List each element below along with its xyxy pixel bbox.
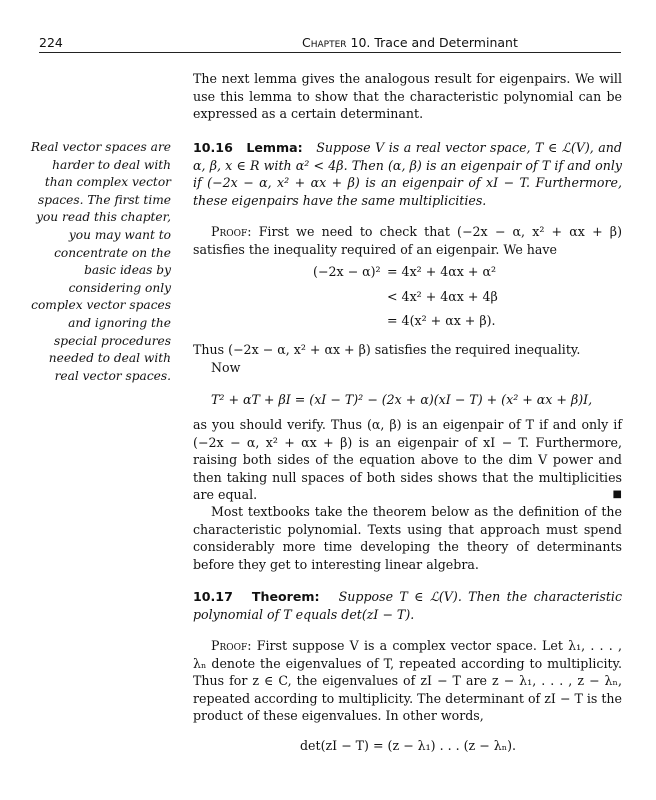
margin-note-line: Real vector spaces are [30,140,171,154]
margin-note-line: than complex vector [44,175,171,190]
display-identity: T² + αT + βI = (xI − T)² − (2x + α)(xI − T) + (x² + αx + β)I, [211,392,593,407]
running-header [302,35,518,50]
proof-2-text: First suppose V is a complex vector space. Let λ₁, . . . , λₙ denote the eigenvalues of T, repeated according to multiplicity. Thus for z ∈ C, the eigenvalues of zI − T are z − λ₁, . . . , z − λₙ, repeated according to multiplicity. The determinant of zI − T is the product of these eigenvalues. In other words, [193,638,622,724]
margin-note-line: real vector spaces. [54,368,171,383]
theorem-number: 10.17 [193,589,233,604]
margin-note-line: spaces. The first time [38,192,171,207]
proof-1-text: First we need to check that (−2x − α, x² + αx + β) satisfies the inequality required of an eigenpair. We have [193,224,622,257]
after-display-2 [193,416,622,504]
margin-note-line: you read this chapter, [36,210,171,225]
proof-1 [193,223,622,258]
chapter-title: Trace and Determinant [374,35,518,50]
textbooks-paragraph [193,503,622,573]
margin-note-line: and ignoring the [68,315,171,330]
display-lhs: (−2x − α)² [313,264,381,279]
display-row-3: = 4(x² + αx + β). [387,313,496,328]
lemma-number: 10.16 [193,140,233,155]
proof-2-label: Proof: [211,638,252,653]
textbooks-text: Most textbooks take the theorem below as the definition of the characteristic polynomial. Texts using that approach must spend considerably more time developing the theory of determinants before they get to interesting linear algebra. [193,504,622,572]
proof-label: Proof: [211,224,252,239]
display-determinant: det(zI − T) = (z − λ₁) . . . (z − λₙ). [300,738,517,753]
theorem-statement: Suppose T ∈ ℒ(V). Then the characteristic polynomial of T equals det(zI − T). [193,589,623,622]
margin-note-line: basic ideas by [84,263,171,278]
lemma-10-16 [193,139,622,209]
page-number: 224 [39,35,63,50]
margin-note-line: harder to deal with [52,157,171,172]
lemma-statement: Suppose V is a real vector space, T ∈ ℒ(V), and α, β, x ∈ R with α² < 4β. Then (α, β) is an eigenpair of T if and only if (−2x − α, x² + αx + β) is an eigenpair of xI − T. Furthermore, these eigenpairs have the same multiplicities. [193,140,622,208]
margin-note-line: concentrate on the [54,245,171,260]
header-rule [39,52,621,53]
intro-paragraph: The next lemma gives the analogous result for eigenpairs. We will use this lemma to show that the characteristic polynomial can be expressed as a certain determinant. [193,71,622,122]
after-display-2-text: as you should verify. Thus (α, β) is an eigenpair of T if and only if (−2x − α, x² + αx + β) is an eigenpair of xI − T. Furthermore, raising both sides of the equation above to the dim V power and then taking null spaces of both sides shows that the multiplicities are equal. [193,417,622,503]
after-display-1: Thus (−2x − α, x² + αx + β) satisfies the required inequality. [193,342,581,357]
theorem-10-17 [193,588,622,623]
margin-note-line: special procedures [54,333,171,348]
display-row-1: = 4x² + 4αx + α² [387,264,497,279]
chapter-label: Chapter 10. [302,35,371,50]
proof-2 [193,637,622,725]
margin-note [30,139,171,385]
lemma-label: Lemma: [246,140,303,155]
margin-note-line: considering only [68,280,171,295]
margin-note-line: needed to deal with [48,351,171,366]
margin-note-line: complex vector spaces [31,298,171,313]
now-text: Now [211,360,241,375]
margin-note-line: you may want to [68,227,171,242]
qed-symbol: ■ [612,489,622,501]
display-row-2: < 4x² + 4αx + 4β [387,289,498,304]
theorem-label: Theorem: [251,589,320,604]
